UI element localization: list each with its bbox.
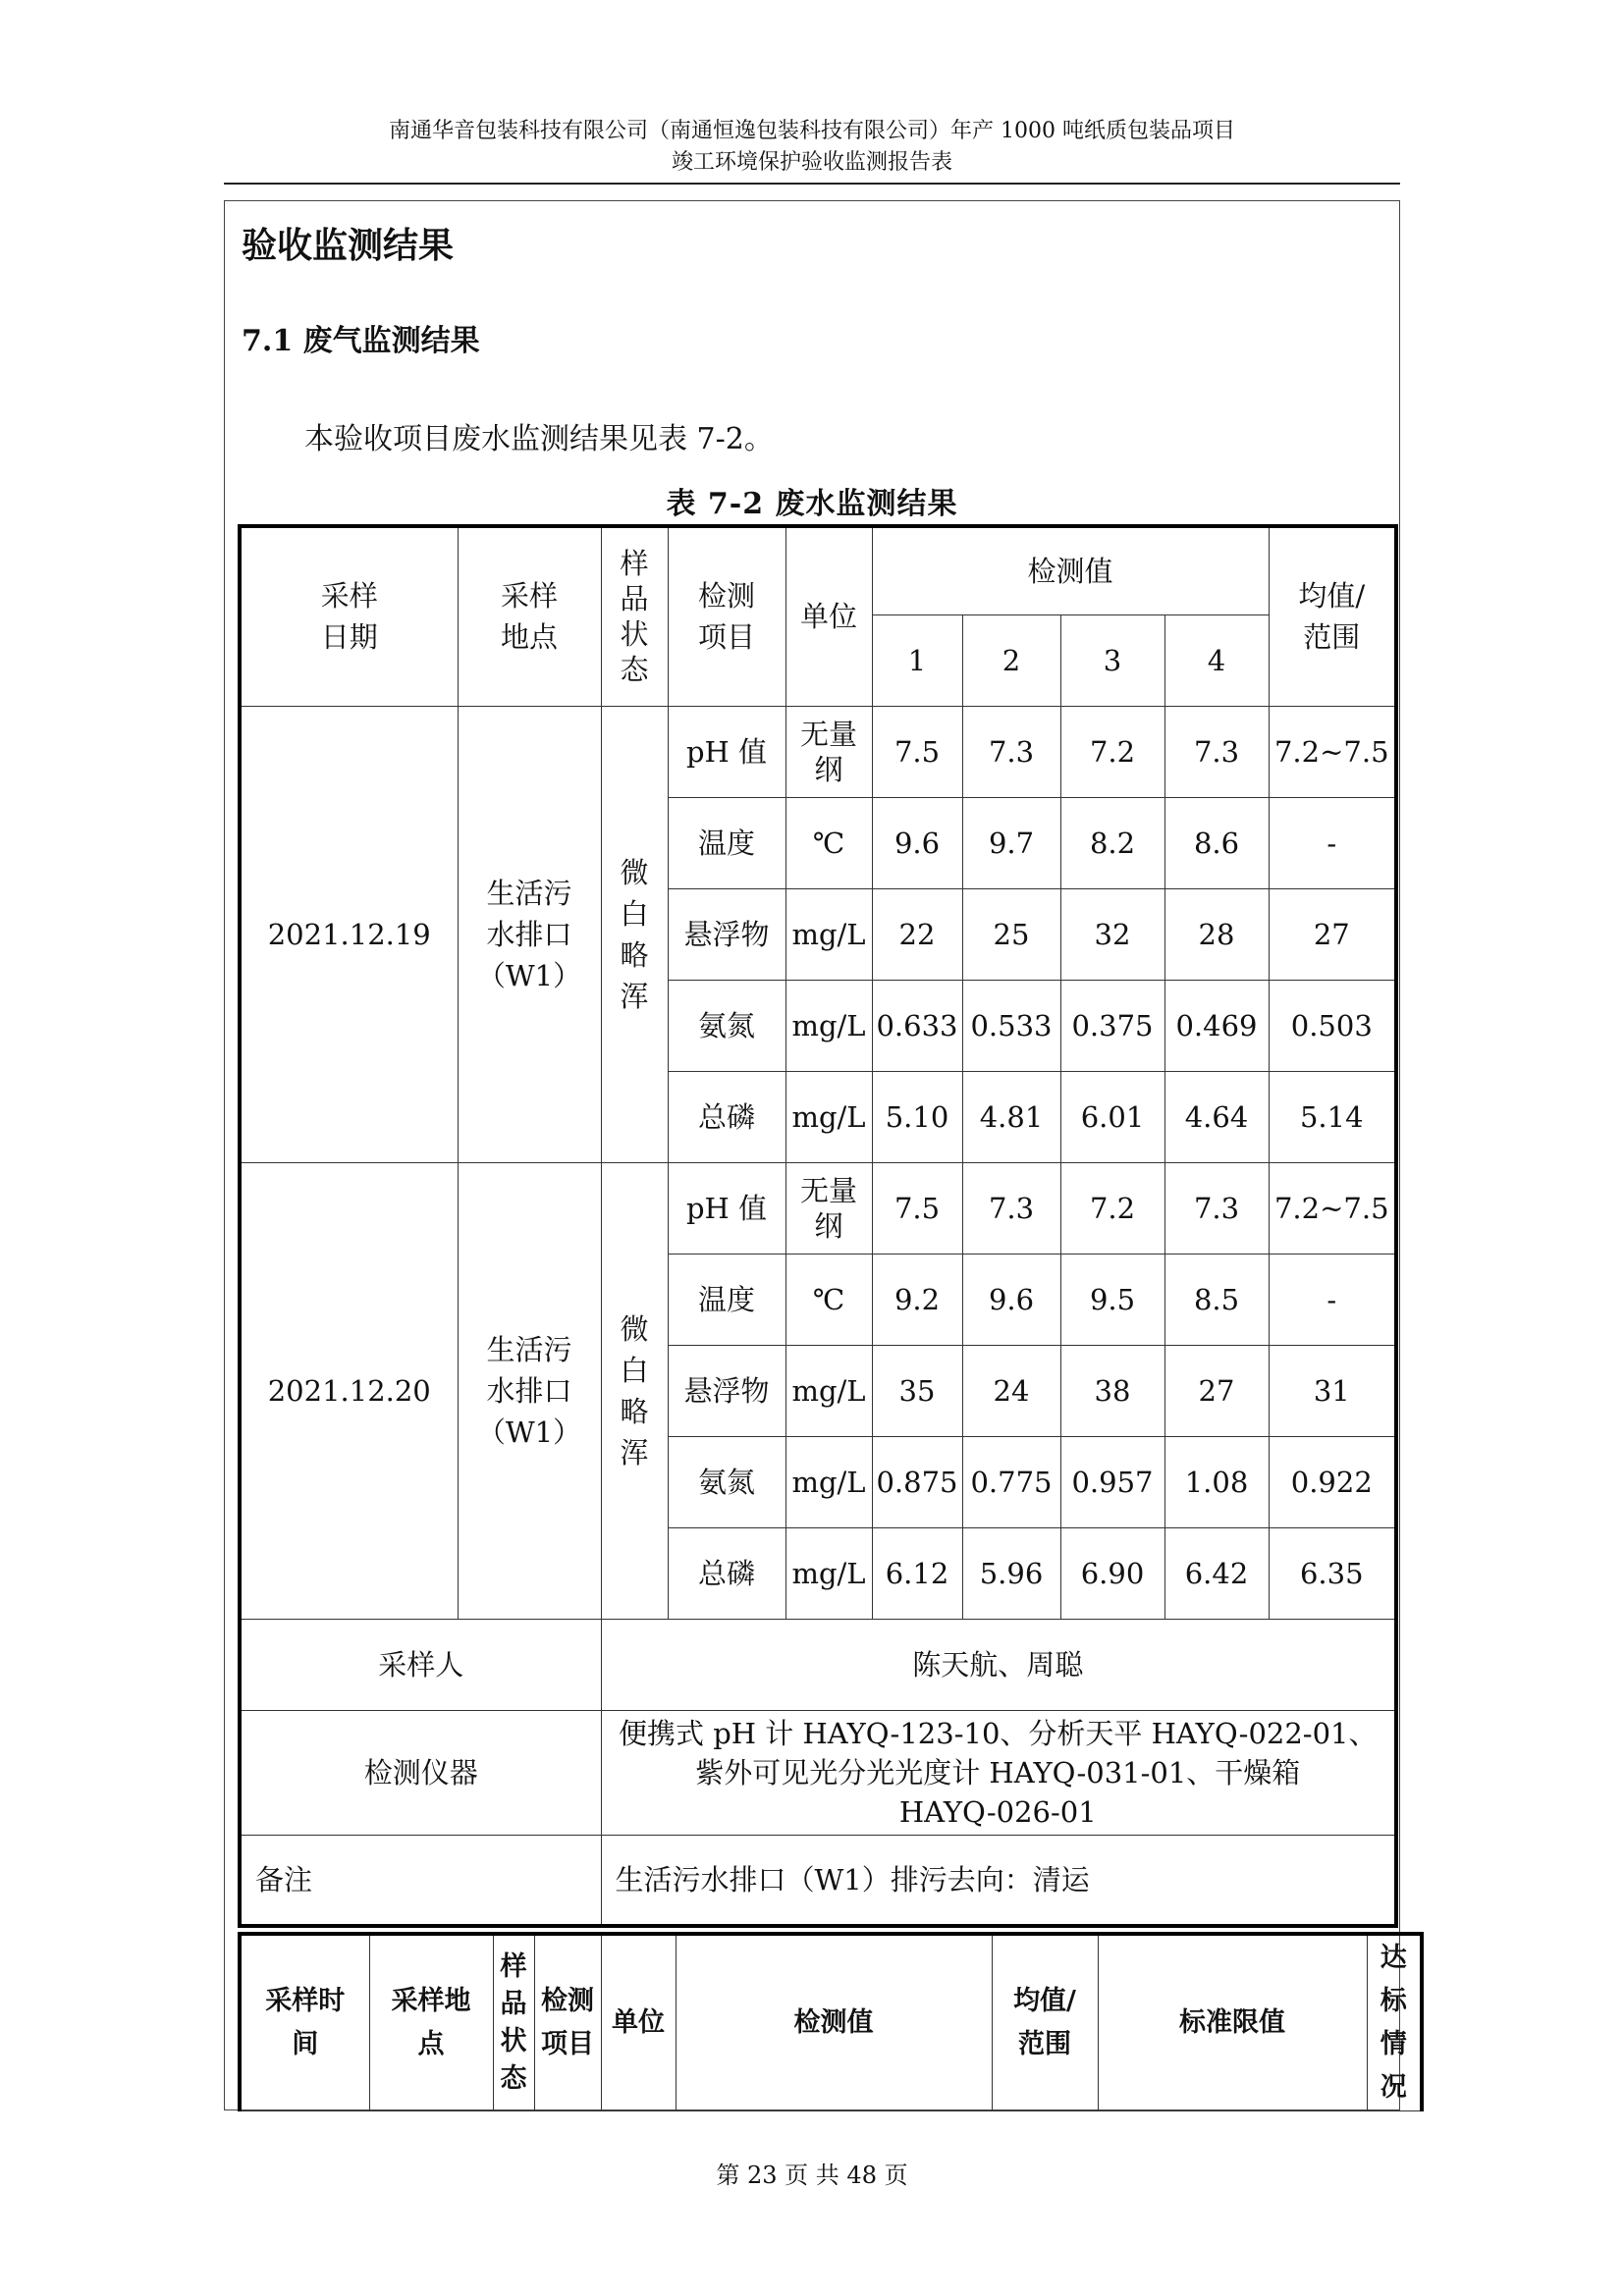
sample-date bbox=[240, 706, 458, 1162]
value-3 bbox=[1060, 1162, 1164, 1254]
value-3-text: 8.2 bbox=[1089, 826, 1136, 860]
table2-header-4-text: 项目 bbox=[541, 2028, 594, 2059]
value-1-text: 0.633 bbox=[876, 1008, 958, 1042]
table2-header-2-text: 点 bbox=[417, 2028, 445, 2059]
unit-text: mg/L bbox=[791, 1373, 866, 1408]
avg-range bbox=[1269, 706, 1396, 797]
unit-text: mg/L bbox=[791, 1008, 866, 1042]
value-3 bbox=[1060, 888, 1164, 980]
avg-range bbox=[1269, 888, 1396, 980]
value-2-text: 9.6 bbox=[988, 1282, 1035, 1316]
value-4-text: 8.5 bbox=[1193, 1282, 1240, 1316]
instrument-value-text: 便携式 pH 计 HAYQ-123-10、分析天平 HAYQ-022-01、 bbox=[619, 1716, 1378, 1750]
value-2 bbox=[962, 797, 1060, 888]
sample-state-text: 白 bbox=[620, 1353, 649, 1387]
table2-header-3-text: 样 bbox=[500, 1950, 527, 1982]
value-3-text: 0.957 bbox=[1071, 1465, 1154, 1499]
header-state bbox=[601, 526, 668, 706]
header-state-text: 状 bbox=[620, 617, 649, 652]
header-date bbox=[240, 526, 458, 706]
sample-state bbox=[601, 706, 668, 1162]
unit-text: 无量 bbox=[799, 717, 857, 751]
value-1-text: 22 bbox=[898, 917, 936, 951]
avg-range-text: 27 bbox=[1313, 917, 1350, 951]
test-item-text: 氨氮 bbox=[697, 1008, 755, 1042]
header-avg-text: 均值/ bbox=[1298, 579, 1366, 614]
value-3-text: 6.90 bbox=[1080, 1556, 1145, 1590]
value-1-text: 7.5 bbox=[893, 1191, 941, 1225]
value-1-text: 9.2 bbox=[893, 1282, 941, 1316]
table2-header-8-text: 标准限值 bbox=[1179, 2006, 1285, 2038]
unit-text: ℃ bbox=[812, 826, 845, 860]
table-caption: 表 7-2 废水监测结果 bbox=[666, 487, 958, 521]
unit-text: mg/L bbox=[791, 1465, 866, 1499]
sampler-label-text: 采样人 bbox=[378, 1647, 464, 1682]
value-1 bbox=[872, 1254, 962, 1345]
header-avg bbox=[1269, 526, 1396, 706]
value-4-text: 1.08 bbox=[1184, 1465, 1249, 1499]
table2-header-1-text: 采样时 bbox=[265, 1985, 346, 2016]
sample-state-text: 白 bbox=[620, 896, 649, 931]
header-item bbox=[668, 526, 785, 706]
test-item-text: 悬浮物 bbox=[683, 1373, 770, 1408]
table2-header-3-text: 态 bbox=[500, 2062, 527, 2094]
test-item bbox=[668, 1071, 785, 1162]
avg-range-text: 0.922 bbox=[1290, 1465, 1373, 1499]
sample-date-text: 2021.12.20 bbox=[267, 1373, 431, 1408]
value-4-text: 27 bbox=[1198, 1373, 1235, 1408]
value-2-text: 9.7 bbox=[988, 826, 1035, 860]
value-4 bbox=[1164, 797, 1269, 888]
value-4 bbox=[1164, 1436, 1269, 1527]
header-state-text: 样 bbox=[620, 547, 649, 581]
sample-state-text: 略 bbox=[620, 1394, 649, 1428]
sample-state-text: 略 bbox=[620, 937, 649, 972]
header-date-text: 日期 bbox=[320, 620, 378, 655]
avg-range-text: 7.2~7.5 bbox=[1273, 734, 1389, 769]
test-item bbox=[668, 888, 785, 980]
sample-state-text: 微 bbox=[620, 1311, 649, 1346]
avg-range bbox=[1269, 1436, 1396, 1527]
sample-location-text: 水排口 bbox=[486, 917, 572, 951]
unit-text: mg/L bbox=[791, 917, 866, 951]
table2-header-4-text: 检测 bbox=[541, 1985, 594, 2016]
table2-header-3-text: 状 bbox=[500, 2025, 527, 2056]
header-date-text: 采样 bbox=[320, 579, 378, 614]
unit-text: mg/L bbox=[791, 1556, 866, 1590]
avg-range bbox=[1269, 980, 1396, 1071]
value-4-text: 7.3 bbox=[1193, 1191, 1240, 1225]
next-table-header bbox=[238, 1932, 1424, 2111]
unit bbox=[785, 1436, 872, 1527]
value-1-text: 35 bbox=[898, 1373, 936, 1408]
instrument-row bbox=[240, 1710, 1396, 1835]
sample-state-text: 微 bbox=[620, 855, 649, 889]
value-2 bbox=[962, 1527, 1060, 1619]
header-line-2: 竣工环境保护验收监测报告表 bbox=[671, 150, 952, 175]
header-state-text: 态 bbox=[620, 653, 649, 687]
value-4-text: 28 bbox=[1198, 917, 1235, 951]
test-item bbox=[668, 706, 785, 797]
value-2-text: 0.533 bbox=[970, 1008, 1053, 1042]
unit bbox=[785, 706, 872, 797]
avg-range-text: 0.503 bbox=[1290, 1008, 1373, 1042]
header-item-text: 检测 bbox=[697, 579, 755, 614]
table2-header-1 bbox=[240, 1934, 369, 2110]
test-item-text: 总磷 bbox=[697, 1556, 755, 1590]
remark-row bbox=[240, 1835, 1396, 1926]
value-1-text: 6.12 bbox=[885, 1556, 949, 1590]
value-1 bbox=[872, 1527, 962, 1619]
unit bbox=[785, 1162, 872, 1254]
table2-header-2-text: 采样地 bbox=[391, 1985, 471, 2016]
header-location-text: 地点 bbox=[500, 620, 558, 655]
avg-range-text: 7.2~7.5 bbox=[1273, 1191, 1389, 1225]
header-value-col-1 bbox=[872, 614, 962, 706]
avg-range bbox=[1269, 1071, 1396, 1162]
value-1 bbox=[872, 980, 962, 1071]
test-item bbox=[668, 1162, 785, 1254]
intro-paragraph: 本验收项目废水监测结果见表 7-2。 bbox=[304, 422, 774, 456]
value-1 bbox=[872, 1436, 962, 1527]
table2-header-5 bbox=[601, 1934, 676, 2110]
table2-header-5-text: 单位 bbox=[612, 2006, 665, 2038]
section-title: 验收监测结果 bbox=[242, 225, 455, 266]
table2-header-1-text: 间 bbox=[292, 2028, 319, 2059]
table2-header-6-text: 检测值 bbox=[793, 2006, 874, 2038]
value-2 bbox=[962, 706, 1060, 797]
avg-range-text: 31 bbox=[1313, 1373, 1350, 1408]
test-item-text: 温度 bbox=[697, 1282, 755, 1316]
table-row bbox=[240, 1162, 1396, 1254]
test-item-text: 悬浮物 bbox=[683, 917, 770, 951]
table2-header-7-text: 均值/ bbox=[1013, 1985, 1076, 2016]
header-avg-text: 范围 bbox=[1303, 620, 1361, 655]
value-3 bbox=[1060, 1254, 1164, 1345]
sample-location-text: 生活污 bbox=[486, 1332, 572, 1366]
value-2 bbox=[962, 888, 1060, 980]
header-values bbox=[872, 526, 1269, 614]
instrument-value bbox=[601, 1710, 1396, 1835]
sampler-row bbox=[240, 1619, 1396, 1710]
remark-value-text: 生活污水排口（W1）排污去向：清运 bbox=[615, 1862, 1090, 1896]
subsection-title: 7.1 废气监测结果 bbox=[242, 324, 480, 358]
instrument-value-text: 紫外可见光分光光度计 HAYQ-031-01、干燥箱 bbox=[695, 1755, 1301, 1789]
value-2 bbox=[962, 1436, 1060, 1527]
unit bbox=[785, 1345, 872, 1436]
value-3 bbox=[1060, 797, 1164, 888]
test-item-text: 氨氮 bbox=[697, 1465, 755, 1499]
unit-text: mg/L bbox=[791, 1099, 866, 1134]
instrument-label bbox=[240, 1710, 601, 1835]
unit bbox=[785, 1254, 872, 1345]
sample-location bbox=[458, 706, 601, 1162]
value-2 bbox=[962, 1254, 1060, 1345]
instrument-value-text: HAYQ-026-01 bbox=[898, 1794, 1097, 1829]
test-item-text: pH 值 bbox=[685, 1191, 768, 1225]
unit-text: 纲 bbox=[814, 1208, 843, 1243]
avg-range-text: 6.35 bbox=[1299, 1556, 1364, 1590]
value-4 bbox=[1164, 1345, 1269, 1436]
sampler-value bbox=[601, 1619, 1396, 1710]
value-2-text: 7.3 bbox=[988, 1191, 1035, 1225]
test-item bbox=[668, 980, 785, 1071]
sample-location-text: 生活污 bbox=[486, 876, 572, 910]
value-4 bbox=[1164, 888, 1269, 980]
instrument-label-text: 检测仪器 bbox=[363, 1755, 478, 1789]
header-value-col-4-text: 4 bbox=[1207, 643, 1226, 677]
avg-range bbox=[1269, 797, 1396, 888]
report-header bbox=[224, 116, 1400, 179]
header-rule bbox=[224, 183, 1400, 185]
sample-location bbox=[458, 1162, 601, 1619]
table2-header-3-text: 品 bbox=[500, 1988, 527, 2019]
header-item-text: 项目 bbox=[697, 620, 755, 655]
value-4 bbox=[1164, 1527, 1269, 1619]
avg-range bbox=[1269, 1345, 1396, 1436]
value-2 bbox=[962, 980, 1060, 1071]
value-3 bbox=[1060, 1527, 1164, 1619]
unit-text: ℃ bbox=[812, 1282, 845, 1316]
table2-header-9-text: 情况 bbox=[1380, 2028, 1407, 2103]
sample-location-text: （W1） bbox=[476, 958, 582, 992]
test-item-text: 总磷 bbox=[697, 1099, 755, 1134]
table2-header-6 bbox=[676, 1934, 992, 2110]
sample-location-text: 水排口 bbox=[486, 1373, 572, 1408]
test-item bbox=[668, 1436, 785, 1527]
value-1 bbox=[872, 797, 962, 888]
value-4-text: 4.64 bbox=[1184, 1099, 1249, 1134]
value-1 bbox=[872, 888, 962, 980]
value-3-text: 9.5 bbox=[1089, 1282, 1136, 1316]
header-row bbox=[240, 526, 1396, 614]
value-1-text: 0.875 bbox=[876, 1465, 958, 1499]
sample-location-text: （W1） bbox=[476, 1415, 582, 1449]
sample-state bbox=[601, 1162, 668, 1619]
table-row bbox=[240, 706, 1396, 797]
sampler-value-text: 陈天航、周聪 bbox=[912, 1647, 1084, 1682]
avg-range bbox=[1269, 1162, 1396, 1254]
value-4-text: 6.42 bbox=[1184, 1556, 1249, 1590]
value-4 bbox=[1164, 1071, 1269, 1162]
unit bbox=[785, 980, 872, 1071]
value-3 bbox=[1060, 1345, 1164, 1436]
unit bbox=[785, 1527, 872, 1619]
value-2 bbox=[962, 1071, 1060, 1162]
test-item bbox=[668, 1527, 785, 1619]
value-2-text: 0.775 bbox=[970, 1465, 1053, 1499]
value-1 bbox=[872, 1345, 962, 1436]
header-unit-text: 单位 bbox=[799, 600, 857, 634]
value-4 bbox=[1164, 1162, 1269, 1254]
table2-header-9 bbox=[1367, 1934, 1422, 2110]
page-footer: 第 23 页 共 48 页 bbox=[716, 2162, 908, 2189]
avg-range-text: 5.14 bbox=[1299, 1099, 1364, 1134]
value-3-text: 7.2 bbox=[1089, 1191, 1136, 1225]
value-3-text: 38 bbox=[1094, 1373, 1131, 1408]
value-3-text: 6.01 bbox=[1080, 1099, 1145, 1134]
value-2-text: 25 bbox=[993, 917, 1030, 951]
remark-label-text: 备注 bbox=[255, 1862, 313, 1896]
sample-date bbox=[240, 1162, 458, 1619]
value-2-text: 5.96 bbox=[979, 1556, 1044, 1590]
header-row bbox=[240, 1934, 1422, 2110]
value-2-text: 4.81 bbox=[979, 1099, 1044, 1134]
test-item-text: pH 值 bbox=[685, 734, 768, 769]
header-value-col-4 bbox=[1164, 614, 1269, 706]
value-4 bbox=[1164, 1254, 1269, 1345]
test-item-text: 温度 bbox=[697, 826, 755, 860]
value-1-text: 7.5 bbox=[893, 734, 941, 769]
header-value-col-3-text: 3 bbox=[1103, 643, 1122, 677]
unit-text: 纲 bbox=[814, 752, 843, 786]
value-1 bbox=[872, 1162, 962, 1254]
value-1-text: 9.6 bbox=[893, 826, 941, 860]
sample-date-text: 2021.12.19 bbox=[267, 917, 431, 951]
table2-header-8 bbox=[1098, 1934, 1367, 2110]
value-2 bbox=[962, 1162, 1060, 1254]
value-4-text: 8.6 bbox=[1193, 826, 1240, 860]
avg-range bbox=[1269, 1254, 1396, 1345]
header-location bbox=[458, 526, 601, 706]
value-1 bbox=[872, 1071, 962, 1162]
remark-label bbox=[240, 1835, 601, 1926]
value-3 bbox=[1060, 980, 1164, 1071]
value-4 bbox=[1164, 980, 1269, 1071]
value-3 bbox=[1060, 1071, 1164, 1162]
value-2-text: 7.3 bbox=[988, 734, 1035, 769]
avg-range-text: - bbox=[1326, 826, 1337, 860]
unit bbox=[785, 1071, 872, 1162]
unit bbox=[785, 797, 872, 888]
value-2-text: 24 bbox=[993, 1373, 1030, 1408]
unit bbox=[785, 888, 872, 980]
header-line-1: 南通华音包装科技有限公司（南通恒逸包装科技有限公司）年产 1000 吨纸质包装品项目 bbox=[389, 119, 1235, 143]
test-item bbox=[668, 1345, 785, 1436]
table2-header-7-text: 范围 bbox=[1018, 2028, 1071, 2059]
table2-header-4 bbox=[534, 1934, 601, 2110]
value-4-text: 0.469 bbox=[1175, 1008, 1258, 1042]
value-1-text: 5.10 bbox=[885, 1099, 949, 1134]
remark-value bbox=[601, 1835, 1396, 1926]
value-3-text: 0.375 bbox=[1071, 1008, 1154, 1042]
header-state-text: 品 bbox=[620, 582, 649, 616]
value-3-text: 32 bbox=[1094, 917, 1131, 951]
unit-text: 无量 bbox=[799, 1173, 857, 1207]
value-2 bbox=[962, 1345, 1060, 1436]
value-3-text: 7.2 bbox=[1089, 734, 1136, 769]
header-value-col-3 bbox=[1060, 614, 1164, 706]
test-item bbox=[668, 797, 785, 888]
header-unit bbox=[785, 526, 872, 706]
sample-state-text: 浑 bbox=[620, 1435, 649, 1469]
value-3 bbox=[1060, 1436, 1164, 1527]
table2-header-2 bbox=[369, 1934, 493, 2110]
header-value-col-2-text: 2 bbox=[1001, 643, 1021, 677]
sampler-label bbox=[240, 1619, 601, 1710]
value-4-text: 7.3 bbox=[1193, 734, 1240, 769]
wastewater-results-table bbox=[238, 524, 1398, 1928]
sample-state-text: 浑 bbox=[620, 979, 649, 1013]
header-values-text: 检测值 bbox=[1027, 554, 1113, 588]
value-1 bbox=[872, 706, 962, 797]
value-3 bbox=[1060, 706, 1164, 797]
header-value-col-2 bbox=[962, 614, 1060, 706]
avg-range bbox=[1269, 1527, 1396, 1619]
value-4 bbox=[1164, 706, 1269, 797]
table2-header-9-text: 达标 bbox=[1380, 1942, 1407, 2016]
header-location-text: 采样 bbox=[500, 579, 558, 614]
table2-header-7 bbox=[992, 1934, 1098, 2110]
test-item bbox=[668, 1254, 785, 1345]
header-value-col-1-text: 1 bbox=[907, 643, 927, 677]
avg-range-text: - bbox=[1326, 1282, 1337, 1316]
table2-header-3 bbox=[493, 1934, 534, 2110]
